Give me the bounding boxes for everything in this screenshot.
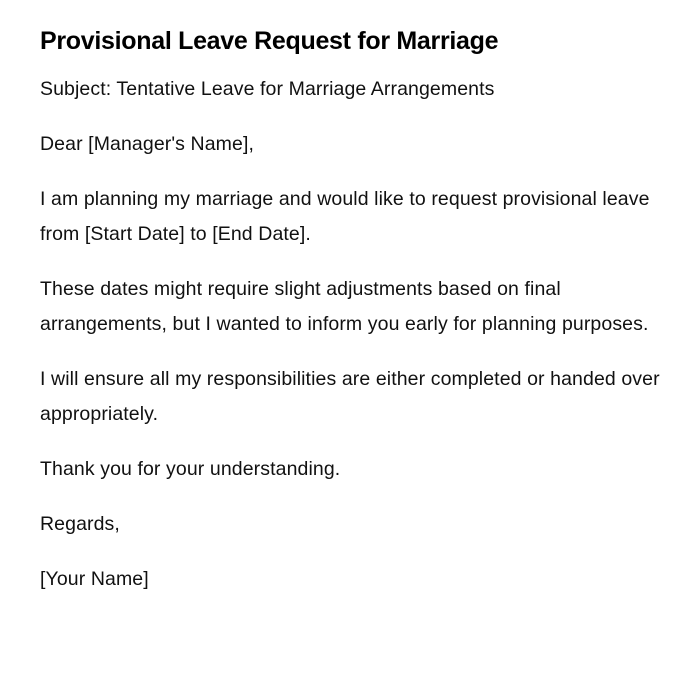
document-title: Provisional Leave Request for Marriage [40,27,499,55]
body-paragraph: I am planning my marriage and would like to request provisional leave from [Start Date] to [End Date]. [40,188,650,245]
salutation: Dear [Manager's Name], [40,133,255,155]
body-paragraph: Thank you for your understanding. [40,458,341,480]
closing: Regards, [40,513,120,535]
subject-line: Subject: Tentative Leave for Marriage Arrangements [40,78,495,100]
body-paragraph: I will ensure all my responsibilities are either completed or handed over appropriately. [40,368,660,425]
signature: [Your Name] [40,568,149,590]
letter-document [40,24,660,617]
body-paragraph: These dates might require slight adjustments based on final arrangements, but I wanted to inform you early for planning purposes. [40,278,649,335]
